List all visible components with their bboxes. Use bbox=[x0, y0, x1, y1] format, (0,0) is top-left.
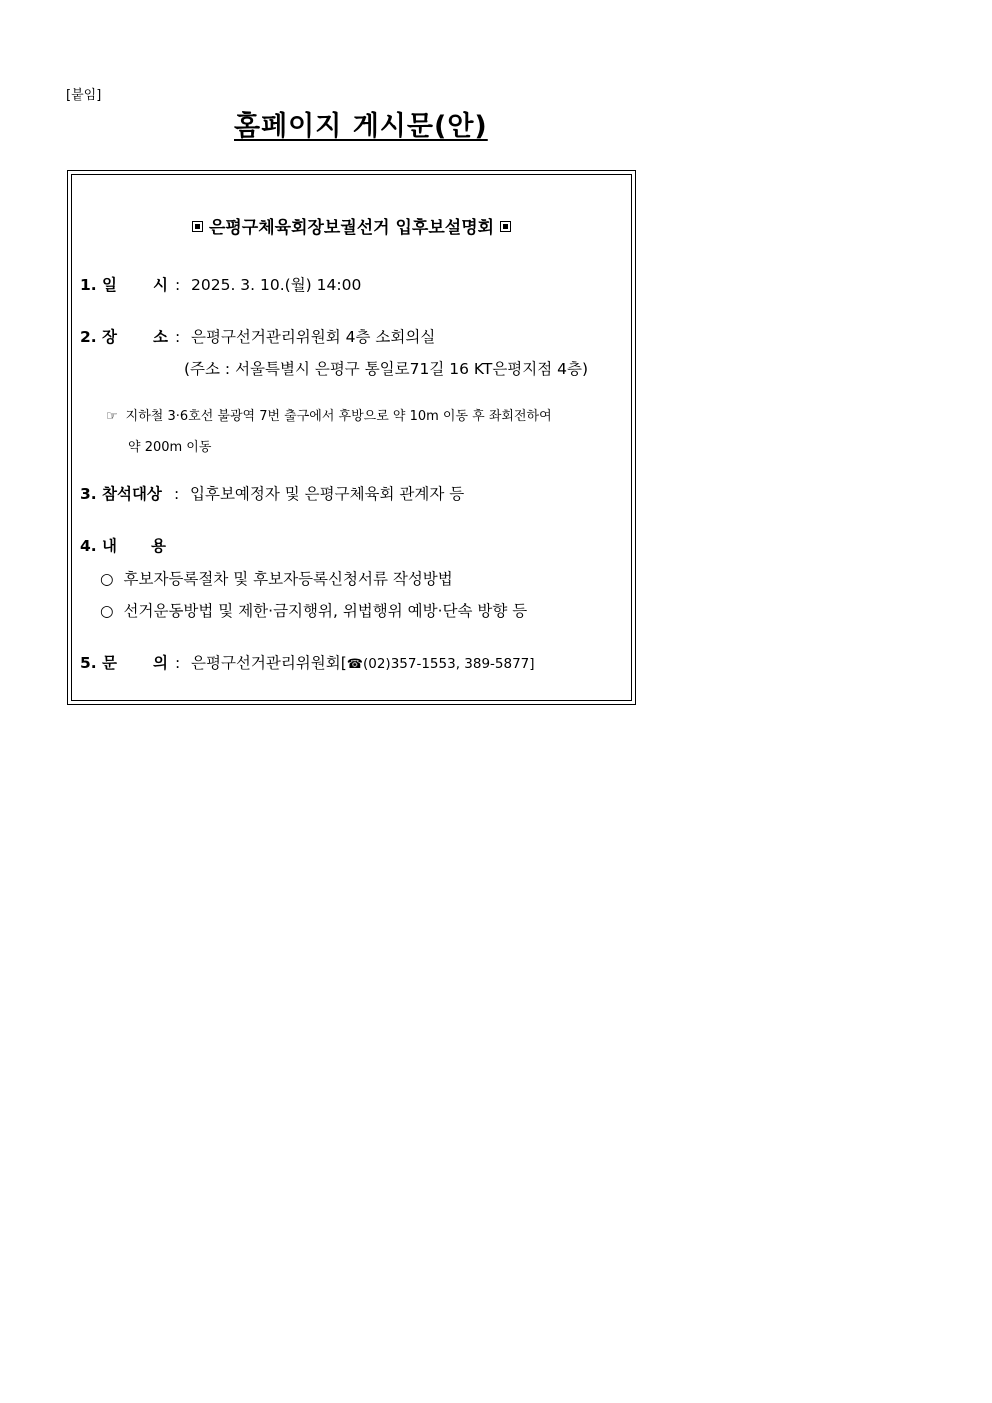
item-number: 1. bbox=[80, 276, 97, 294]
item-label-char: 용 bbox=[151, 537, 166, 555]
contents-bullet bbox=[100, 599, 527, 621]
item-number: 3. bbox=[80, 485, 97, 503]
item-value: 2025. 3. 10.(월) 14:00 bbox=[191, 276, 362, 294]
pointing-hand-icon: ☞ bbox=[106, 409, 118, 424]
item-colon: : bbox=[175, 276, 181, 294]
item-contents bbox=[80, 534, 166, 556]
item-label-char: 장 bbox=[102, 328, 117, 346]
notice-heading bbox=[72, 213, 631, 238]
item-label-char: 의 bbox=[153, 654, 168, 672]
document-title: 홈페이지 게시문(안) bbox=[234, 111, 488, 142]
direction-line-1: 지하철 3·6호선 불광역 7번 출구에서 후방으로 약 10m 이동 후 좌회전하여 bbox=[125, 409, 552, 424]
direction-line-2: 약 200m 이동 bbox=[128, 440, 212, 455]
notice-box bbox=[67, 170, 636, 705]
item-attendees bbox=[80, 482, 464, 504]
contents-bullet bbox=[100, 567, 453, 589]
square-in-square-icon bbox=[500, 221, 511, 232]
attachment-label: [붙임] bbox=[66, 88, 102, 103]
item-inquiry bbox=[80, 651, 535, 673]
circle-bullet-icon: ○ bbox=[100, 602, 114, 620]
item-colon: : bbox=[175, 654, 181, 672]
circle-bullet-icon: ○ bbox=[100, 570, 114, 588]
item-datetime bbox=[80, 273, 361, 295]
item-label: 참석대상 bbox=[102, 485, 162, 503]
notice-heading-text: 은평구체육회장보궐선거 입후보설명회 bbox=[208, 218, 495, 238]
item-label bbox=[102, 534, 166, 556]
item-label-char: 내 bbox=[102, 537, 117, 555]
item-number: 2. bbox=[80, 328, 97, 346]
item-colon: : bbox=[174, 485, 180, 503]
item-value: 입후보예정자 및 은평구체육회 관계자 등 bbox=[190, 485, 465, 503]
item-label-char: 시 bbox=[153, 276, 168, 294]
item-colon: : bbox=[175, 328, 181, 346]
item-number: 4. bbox=[80, 537, 97, 555]
location-address: (주소 : 서울특별시 은평구 통일로71길 16 KT은평지점 4층) bbox=[184, 360, 589, 378]
contents-bullet-text: 선거운동방법 및 제한·금지행위, 위법행위 예방·단속 방향 등 bbox=[123, 602, 528, 620]
item-number: 5. bbox=[80, 654, 97, 672]
item-value bbox=[191, 651, 535, 673]
item-location bbox=[80, 325, 435, 347]
item-label bbox=[102, 273, 168, 295]
inquiry-phone: (02)357-1553, 389-5877] bbox=[362, 656, 535, 672]
inquiry-org: 은평구선거관리위원회[ bbox=[191, 654, 347, 672]
contents-bullet-text: 후보자등록절차 및 후보자등록신청서류 작성방법 bbox=[123, 570, 453, 588]
square-in-square-icon bbox=[192, 221, 203, 232]
direction-note bbox=[106, 405, 552, 424]
item-value: 은평구선거관리위원회 4층 소회의실 bbox=[191, 328, 436, 346]
item-label bbox=[102, 325, 168, 347]
item-label-char: 일 bbox=[102, 276, 117, 294]
item-label bbox=[102, 651, 168, 673]
item-label-char: 소 bbox=[153, 328, 168, 346]
phone-icon: ☎ bbox=[346, 657, 363, 672]
notice-box-inner bbox=[71, 174, 632, 701]
item-label-char: 문 bbox=[102, 654, 117, 672]
